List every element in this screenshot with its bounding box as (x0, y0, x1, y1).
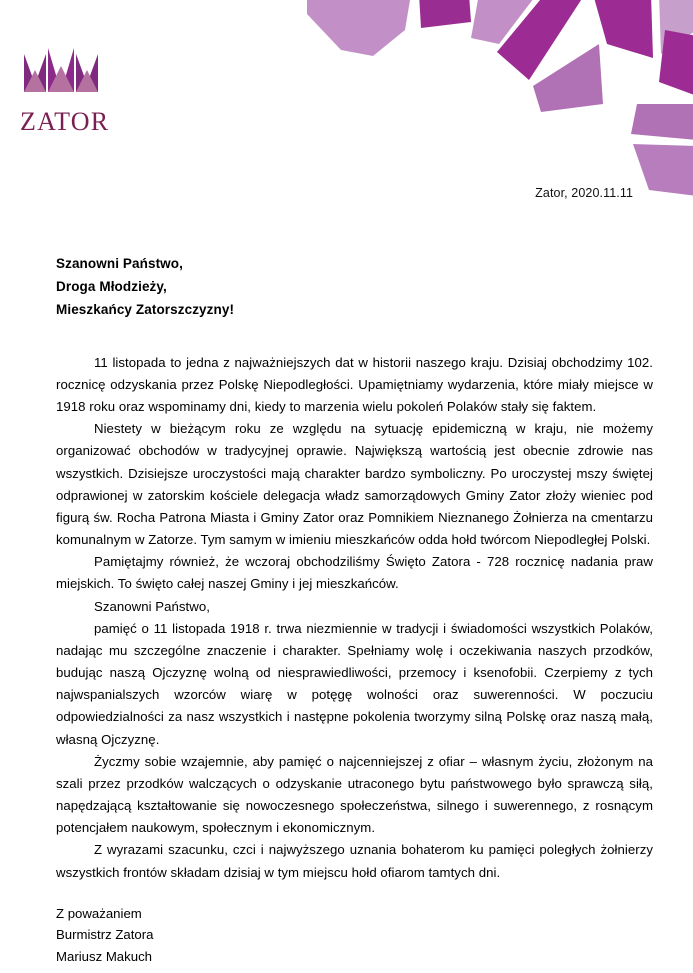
paragraph: Niestety w bieżącym roku ze względu na sytuację epidemiczną w kraju, nie możemy organizować obchodów w tradycyjnej oprawie. Największą wartością jest obecnie zdrowie nas wszystkich. Dzisiejsze uroczystości mają charakter bardzo symboliczny. Po uroczystej mszy świętej odprawionej w zatorskim kościele delegacja władz samorządowych Gminy Zator złoży wieniec pod figurą św. Rocha Patrona Miasta i Gminy Zator oraz Pomnikiem Nieznanego Żołnierza na cmentarzu komunalnym w Zatorze. Tym samym w imieniu mieszkańców odda hołd twórcom Niepodległej Polski. (56, 421, 653, 548)
signature-block (56, 903, 153, 967)
salutation-block (56, 252, 653, 322)
polygon-mosaic-decoration (293, 0, 693, 200)
paragraph: 11 listopada to jedna z najważniejszych dat w historii naszego kraju. Dzisiaj obchodzimy 102. rocznicę odzyskania przez Polskę Niepodległości. Upamiętniamy wydarzenia, które miały miejsce w 1918 roku oraz wspominamy dni, kiedy to marzenia wielu pokoleń Polaków stały się faktem. (56, 354, 653, 414)
salutation-line-1: Szanowni Państwo, (56, 256, 183, 271)
deco-shape-3 (471, 0, 537, 44)
paragraph: pamięć o 11 listopada 1918 r. trwa niezmiennie w tradycji i świadomości wszystkich Polaków, nadając mu szczególne znaczenie i charakter. Spełniamy wolę i oczekiwania naszych przodków, budując naszą Ojczyznę wolną od niesprawiedliwości, przemocy i ksenofobii. Czerpiemy z tych najwspanialszych wzorców wiarę w potęgę wolności oraz suwerenności. W poczuciu odpowiedzialności za nasz wszystkich i następne pokolenia tworzymy silną Polskę oraz naszą małą, własną Ojczyznę. (56, 620, 653, 747)
deco-shape-7 (659, 0, 693, 54)
zator-logo (16, 48, 136, 135)
deco-shape-2 (419, 0, 471, 28)
signature-title: Burmistrz Zatora (56, 927, 154, 943)
deco-shape-6 (593, 0, 653, 58)
deco-shape-5 (533, 44, 603, 112)
signature-closing: Z poważaniem (56, 906, 142, 921)
letter-paragraphs (56, 352, 653, 884)
deco-shape-4 (497, 0, 585, 80)
signature-name: Mariusz Makuch (56, 948, 153, 964)
deco-shape-1 (307, 0, 411, 56)
salutation-line-2: Droga Młodzieży, (56, 279, 167, 295)
letter-body (56, 252, 653, 884)
paragraph: Życzmy sobie wzajemnie, aby pamięć o najcenniejszej z ofiar – własnym życiu, złożonym na szali przez przodków walczących o odzyskanie utraconego bytu państwowego było sprawczą siłą, napędzającą kształtowanie się nowoczesnego społeczeństwa, silnego i suwerennego, z rosnącym potencjałem naukowym, społecznym i ekonomicznym. (56, 753, 653, 836)
paragraph: Z wyrazami szacunku, czci i najwyższego uznania bohaterom ku pamięci poległych żołnierzy wszystkich frontów składam dzisiaj w tym miejscu hołd ofiarom tamtych dni. (56, 842, 653, 880)
paragraph: Pamiętajmy również, że wczoraj obchodziliśmy Święto Zatora - 728 rocznicę nadania praw miejskich. To święto całej naszej Gminy i jej mieszkańców. (56, 554, 653, 592)
deco-shape-9 (631, 104, 693, 140)
salutation-line-3: Mieszkańcy Zatorszczyzny! (56, 302, 235, 318)
crown-icon (22, 48, 100, 100)
logo-wordmark: ZATOR (20, 107, 110, 136)
paragraph: Szanowni Państwo, (94, 598, 210, 614)
deco-shape-8 (659, 30, 693, 96)
dateline: Zator, 2020.11.11 (535, 186, 633, 200)
deco-shape-10 (633, 144, 693, 196)
